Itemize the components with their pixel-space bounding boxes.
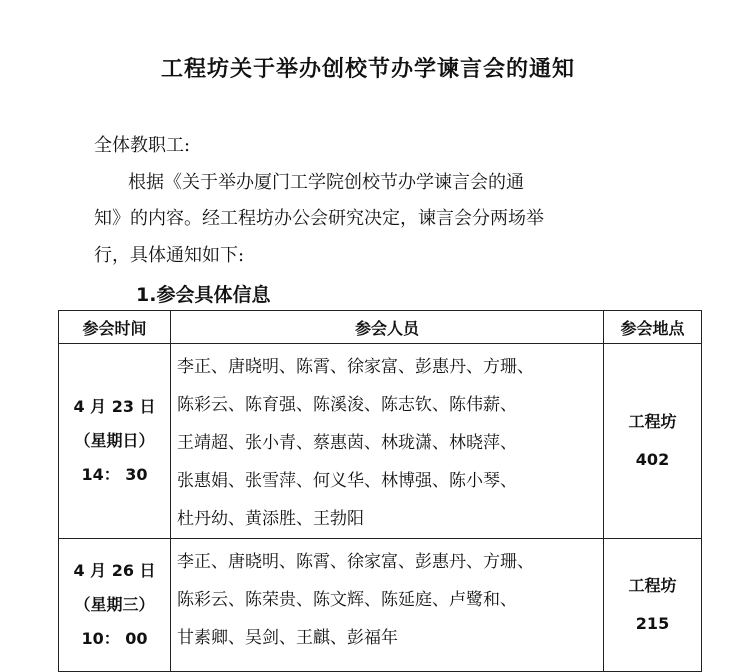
table-row — [59, 539, 702, 672]
body-line-2: 知》的内容。经工程坊办公会研究决定，谏言会分两场举 — [94, 208, 544, 229]
place-cell — [604, 344, 702, 539]
place-room: 402 — [635, 450, 670, 469]
people-line: 甘素卿、吴剑、王麒、彭福年 — [177, 628, 398, 648]
document-title: 工程坊关于举办创校节办学谏言会的通知 — [160, 57, 575, 82]
body-line-3: 行，具体通知如下: — [94, 245, 245, 266]
time-weekday: （星期三） — [74, 595, 155, 614]
people-line: 李正、唐晓明、陈霄、徐家富、彭惠丹、方珊、 — [177, 552, 534, 572]
place-cell — [604, 539, 702, 672]
time-clock: 10： 00 — [81, 629, 148, 648]
table-header-row — [59, 311, 702, 344]
header-people: 参会人员 — [171, 311, 604, 344]
people-line: 陈彩云、陈育强、陈溪浚、陈志钦、陈伟薪、 — [177, 395, 517, 415]
section-heading: 1.参会具体信息 — [136, 284, 271, 306]
time-date: 4 月 26 日 — [73, 561, 156, 580]
body-line-1: 根据《关于举办厦门工学院创校节办学谏言会的通 — [128, 172, 524, 193]
people-cell — [171, 344, 604, 539]
people-line: 张惠娟、张雪萍、何义华、林博强、陈小琴、 — [177, 471, 517, 491]
people-line: 陈彩云、陈荣贵、陈文辉、陈延庭、卢鹭和、 — [177, 590, 517, 610]
header-place: 参会地点 — [604, 311, 702, 344]
people-line: 杜丹幼、黄添胜、王勃阳 — [177, 509, 364, 529]
time-cell — [59, 344, 171, 539]
table-row — [59, 344, 702, 539]
people-line: 王靖超、张小青、蔡惠茵、林珑潇、林晓萍、 — [177, 433, 517, 453]
place-building: 工程坊 — [628, 412, 677, 431]
header-time: 参会时间 — [59, 311, 171, 344]
place-room: 215 — [635, 614, 670, 633]
place-building: 工程坊 — [628, 576, 677, 595]
people-line: 李正、唐晓明、陈霄、徐家富、彭惠丹、方珊、 — [177, 357, 534, 377]
time-date: 4 月 23 日 — [73, 397, 156, 416]
time-cell — [59, 539, 171, 672]
people-cell — [171, 539, 604, 672]
time-weekday: （星期日） — [74, 431, 155, 450]
greeting: 全体教职工: — [94, 135, 191, 156]
time-clock: 14： 30 — [81, 465, 148, 484]
meeting-info-table — [58, 310, 702, 672]
